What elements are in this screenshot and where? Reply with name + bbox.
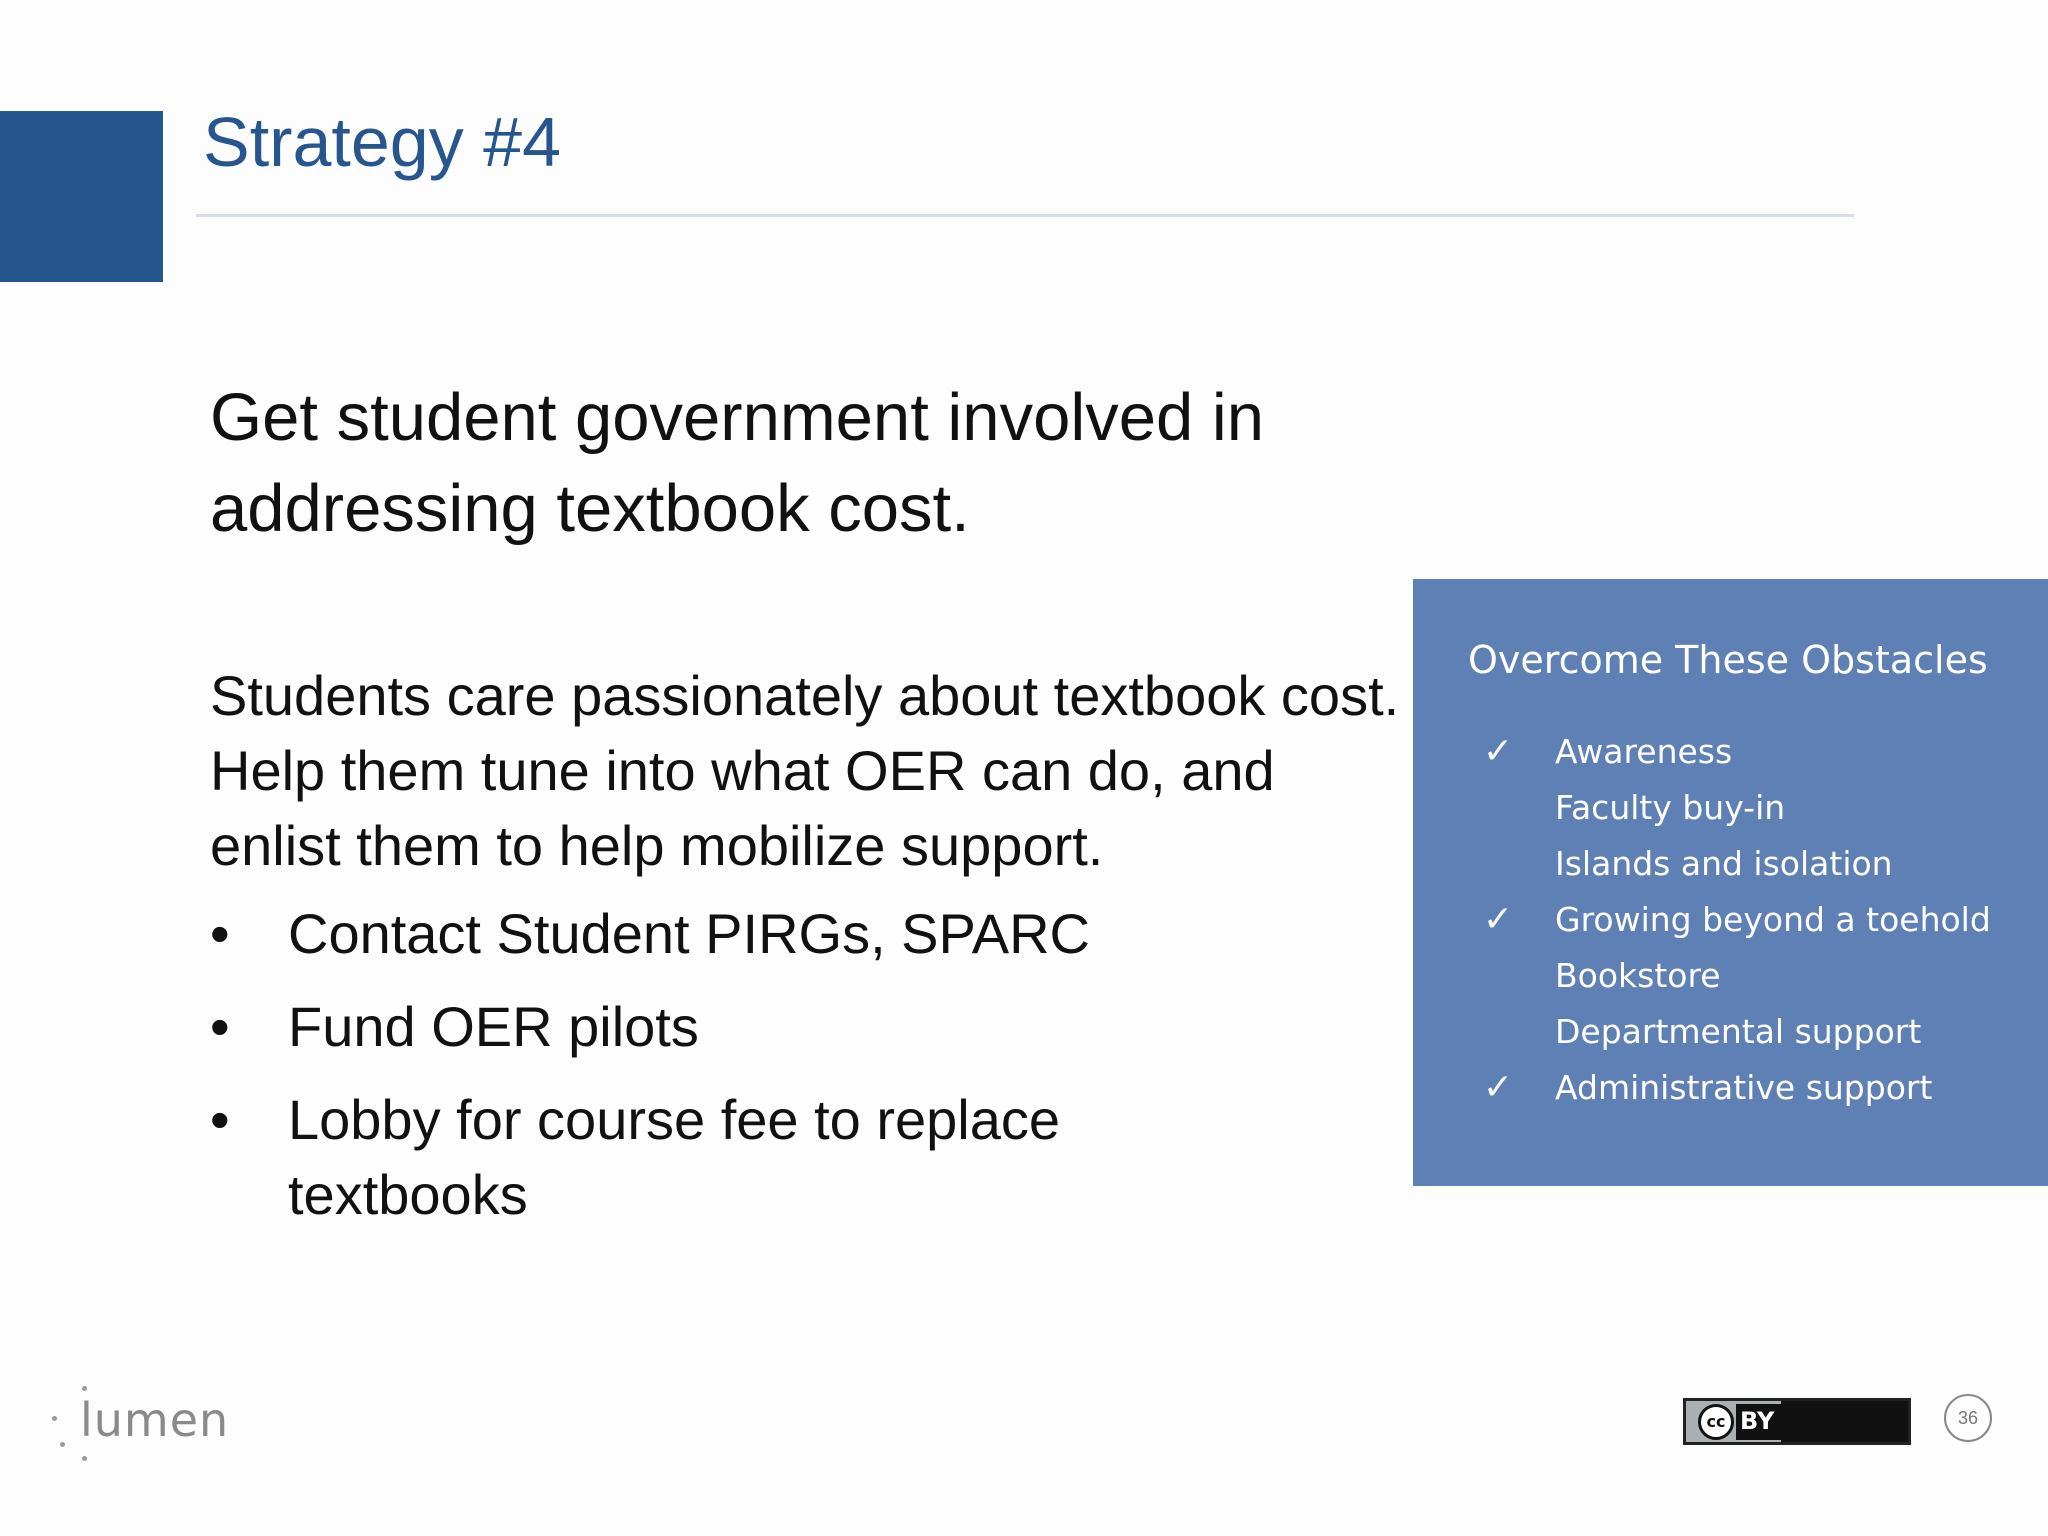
obstacles-list (1478, 724, 1991, 1116)
logo-wordmark: lumen (80, 1393, 230, 1447)
slide-headline: Get student government involved in addressing textbook cost. (210, 380, 1265, 546)
slide-title: Strategy #4 (203, 103, 561, 181)
obstacle-item (1478, 780, 1991, 836)
obstacle-item (1478, 1004, 1991, 1060)
bullet-text: Fund OER pilots (288, 995, 699, 1058)
obstacle-label: Awareness (1555, 732, 1733, 771)
cc-by-license-badge (1683, 1398, 1911, 1445)
obstacles-panel (1413, 579, 2048, 1186)
bullet-item (210, 1082, 1260, 1232)
check-icon: ✓ (1482, 731, 1514, 772)
lumen-logo (46, 1383, 230, 1463)
accent-square (0, 111, 163, 282)
cc-icon: cc (1698, 1404, 1734, 1440)
obstacle-item (1478, 724, 1991, 780)
obstacle-item (1478, 1060, 1991, 1116)
page-number: 36 (1944, 1394, 1992, 1442)
obstacle-item (1478, 892, 1991, 948)
bullet-item (210, 896, 1260, 971)
obstacle-label: Growing beyond a toehold (1555, 900, 1991, 939)
bullet-icon: • (210, 995, 230, 1058)
slide-body-text: Students care passionately about textbook cost. Help them tune into what OER can do, and enlist them to help mobilize support. (210, 664, 1400, 877)
logo-dot (82, 1386, 87, 1391)
obstacles-title: Overcome These Obstacles (1468, 638, 1988, 682)
logo-dot (60, 1442, 65, 1447)
check-icon: ✓ (1482, 1067, 1514, 1108)
obstacle-label: Faculty buy-in (1555, 788, 1786, 827)
obstacle-item (1478, 836, 1991, 892)
logo-dot (52, 1416, 57, 1421)
obstacle-label: Islands and isolation (1555, 844, 1893, 883)
bullet-icon: • (210, 1088, 230, 1151)
by-label: BY (1740, 1407, 1775, 1435)
bullet-item (210, 989, 1260, 1064)
bullet-text: Contact Student PIRGs, SPARC (288, 902, 1090, 965)
logo-dot (82, 1456, 87, 1461)
obstacle-label: Departmental support (1555, 1012, 1922, 1051)
bullet-text: Lobby for course fee to replace textbooks (288, 1088, 1061, 1226)
check-icon: ✓ (1482, 899, 1514, 940)
obstacle-label: Administrative support (1555, 1068, 1933, 1107)
bullet-icon: • (210, 902, 230, 965)
title-divider (196, 214, 1854, 217)
bullet-list (210, 896, 1260, 1250)
obstacle-label: Bookstore (1555, 956, 1721, 995)
obstacle-item (1478, 948, 1991, 1004)
